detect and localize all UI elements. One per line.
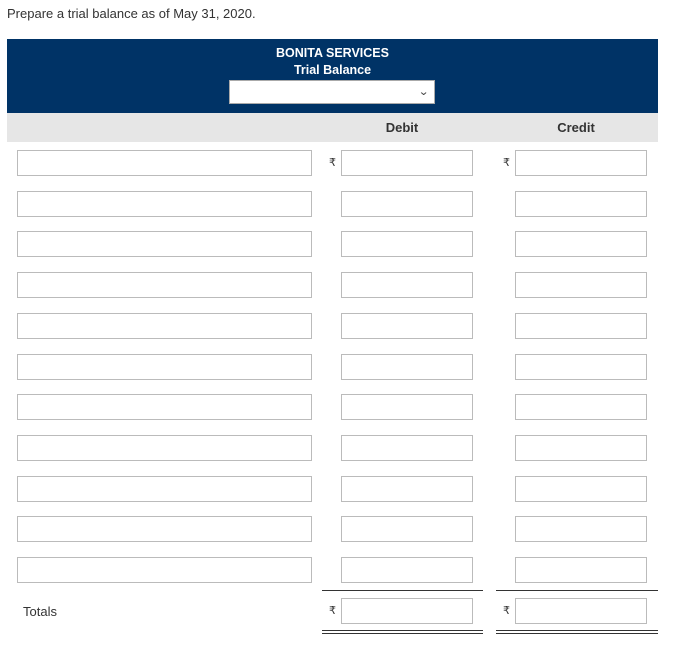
credit-amount-input[interactable] [515, 150, 647, 176]
credit-total-double-rule [496, 630, 658, 634]
instruction-text: Prepare a trial balance as of May 31, 2020. [7, 6, 256, 21]
company-name: BONITA SERVICES [276, 46, 389, 60]
credit-amount-input[interactable] [515, 394, 647, 420]
account-name-input[interactable] [17, 150, 312, 176]
date-dropdown[interactable] [229, 80, 435, 104]
credit-subtotal-rule [496, 590, 658, 591]
table-row [0, 313, 700, 339]
account-name-input[interactable] [17, 394, 312, 420]
debit-total-double-rule [322, 630, 483, 634]
credit-total-input[interactable] [515, 598, 647, 624]
table-row [0, 435, 700, 461]
debit-amount-input[interactable] [341, 313, 473, 339]
statement-title: Trial Balance [293, 63, 372, 77]
table-row [0, 476, 700, 502]
account-name-input[interactable] [17, 476, 312, 502]
table-row [0, 272, 700, 298]
totals-row [0, 598, 700, 624]
totals-label: Totals [23, 604, 57, 619]
table-row [0, 516, 700, 542]
debit-amount-input[interactable] [341, 476, 473, 502]
debit-amount-input[interactable] [341, 557, 473, 583]
account-name-input[interactable] [17, 231, 312, 257]
credit-amount-input[interactable] [515, 435, 647, 461]
currency-symbol: ₹ [503, 157, 510, 169]
account-name-input[interactable] [17, 191, 312, 217]
table-row [0, 557, 700, 583]
credit-amount-input[interactable] [515, 231, 647, 257]
credit-amount-input[interactable] [515, 313, 647, 339]
currency-symbol: ₹ [503, 605, 510, 617]
table-row [0, 150, 700, 176]
credit-amount-input[interactable] [515, 516, 647, 542]
account-name-input[interactable] [17, 516, 312, 542]
account-name-input[interactable] [17, 557, 312, 583]
credit-amount-input[interactable] [515, 191, 647, 217]
currency-symbol: ₹ [329, 157, 336, 169]
currency-symbol: ₹ [329, 605, 336, 617]
credit-amount-input[interactable] [515, 272, 647, 298]
credit-column-header: Credit [557, 120, 595, 135]
table-row [0, 354, 700, 380]
statement-header [7, 39, 658, 113]
debit-total-input[interactable] [341, 598, 473, 624]
debit-amount-input[interactable] [341, 516, 473, 542]
debit-amount-input[interactable] [341, 394, 473, 420]
table-row [0, 231, 700, 257]
account-name-input[interactable] [17, 272, 312, 298]
column-header-bar [7, 113, 658, 142]
credit-amount-input[interactable] [515, 557, 647, 583]
debit-amount-input[interactable] [341, 272, 473, 298]
table-row [0, 394, 700, 420]
debit-subtotal-rule [322, 590, 483, 591]
chevron-down-icon: ⌄ [417, 86, 429, 98]
account-name-input[interactable] [17, 354, 312, 380]
table-row [0, 191, 700, 217]
account-name-input[interactable] [17, 313, 312, 339]
debit-amount-input[interactable] [341, 354, 473, 380]
account-name-input[interactable] [17, 435, 312, 461]
debit-column-header: Debit [385, 120, 419, 135]
credit-amount-input[interactable] [515, 354, 647, 380]
credit-amount-input[interactable] [515, 476, 647, 502]
debit-amount-input[interactable] [341, 150, 473, 176]
debit-amount-input[interactable] [341, 231, 473, 257]
debit-amount-input[interactable] [341, 191, 473, 217]
debit-amount-input[interactable] [341, 435, 473, 461]
